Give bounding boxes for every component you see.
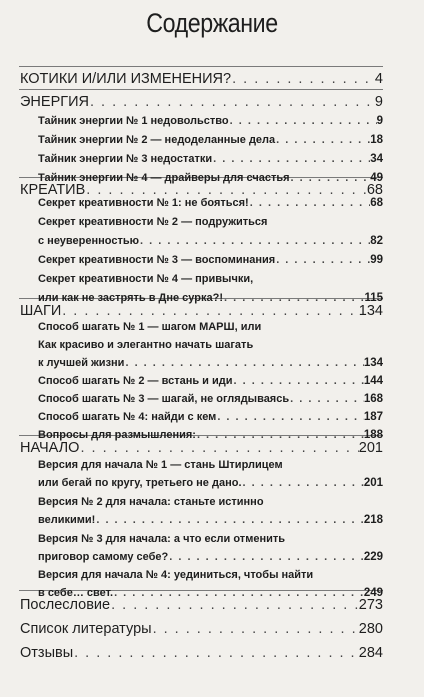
divider [19, 89, 383, 90]
toc-entry [38, 514, 383, 526]
toc-entry-title: Версия № 3 для начала: а что если отменить [38, 533, 286, 545]
toc-entry-page: 168 [363, 393, 383, 405]
toc-entry-title: Секрет креативности № 4 — привычки, [38, 273, 254, 285]
toc-entry [20, 440, 383, 456]
toc-entry-page: 68 [366, 182, 383, 198]
page-title: Содержание [146, 8, 278, 38]
toc-entry-title: приговор самому себе? [38, 551, 169, 563]
toc-entry-page: 187 [363, 411, 383, 423]
toc-entry [38, 533, 383, 545]
leader-dots [61, 303, 359, 319]
toc-entry-title: великими! [38, 514, 96, 526]
toc-entry [38, 216, 383, 228]
toc-entry-page: 273 [358, 597, 383, 613]
toc-entry-title: Версия для начала № 4: уединиться, чтобы найти [38, 569, 314, 581]
toc-entry-title: Способ шагать № 1 — шагом МАРШ, или [38, 321, 262, 333]
toc-entry-title: Послесловие [20, 597, 111, 613]
leader-dots [212, 153, 370, 165]
toc-entry-title: Секрет креативности № 2 — подружиться [38, 216, 268, 228]
toc-entry-title: ЭНЕРГИЯ [20, 94, 89, 110]
toc-entry [38, 393, 383, 405]
toc-entry-title: Способ шагать № 2 — встань и иди [38, 375, 233, 387]
leader-dots [275, 254, 370, 266]
leader-dots [242, 477, 364, 489]
toc-entry [38, 411, 383, 423]
toc-entry-title: с неуверенностью [38, 235, 140, 247]
toc-entry [20, 303, 383, 319]
toc-entry-title: Версия для начала № 1 — стань Штирлицем [38, 459, 283, 471]
toc-entry [38, 115, 383, 127]
toc-entry [20, 94, 383, 110]
leader-dots [85, 182, 367, 198]
toc-entry [38, 477, 383, 489]
toc-entry [38, 254, 383, 266]
toc-entry-page: 18 [370, 134, 383, 146]
toc-entry-page: 144 [363, 375, 383, 387]
toc-entry-page: 34 [370, 153, 383, 165]
toc-entry-title: или как не застрять в Дне сурка?! [38, 292, 224, 304]
leader-dots [124, 357, 363, 369]
leader-dots [289, 393, 364, 405]
leader-dots [79, 440, 358, 456]
toc-entry [38, 375, 383, 387]
toc-entry [20, 621, 383, 637]
toc-entry [38, 551, 383, 563]
toc-entry [20, 71, 383, 87]
leader-dots [249, 197, 370, 209]
toc-entry-title: Тайник энергии № 1 недовольство [38, 115, 229, 127]
toc-entry-page: 134 [363, 357, 383, 369]
toc-entry [38, 339, 383, 351]
toc-entry-page: 201 [358, 440, 383, 456]
toc-entry-page: 68 [370, 197, 383, 209]
toc-entry [38, 273, 383, 285]
toc-entry-page: 134 [358, 303, 383, 319]
leader-dots [95, 514, 363, 526]
toc-entry [38, 153, 383, 165]
toc-entry-title: или бегай по кругу, третьего не дано. [38, 477, 242, 489]
leader-dots [216, 411, 364, 423]
toc-entry-title: Тайник энергии № 3 недостатки [38, 153, 213, 165]
divider [19, 66, 383, 67]
toc-entry [38, 321, 383, 333]
leader-dots [229, 115, 377, 127]
leader-dots [152, 621, 359, 637]
toc-entry-title: ШАГИ [20, 303, 62, 319]
toc-entry-title: Вопросы для размышления: [38, 429, 196, 441]
toc-entry [38, 235, 383, 247]
toc-entry-page: 49 [370, 172, 383, 184]
toc-entry-title: КРЕАТИВ [20, 182, 86, 198]
toc-entry-title: Секрет креативности № 1: не бояться! [38, 197, 249, 209]
toc-entry-page: 201 [363, 477, 383, 489]
toc-entry-title: Способ шагать № 3 — шагай, не оглядываясь [38, 393, 290, 405]
toc-entry-title: Секрет креативности № 3 — воспоминания [38, 254, 276, 266]
toc-entry-title: КОТИКИ И/ИЛИ ИЗМЕНЕНИЯ? [20, 71, 232, 87]
toc-entry-title: в себе… свет. [38, 587, 114, 599]
leader-dots [110, 597, 359, 613]
toc-entry-title: к лучшей жизни [38, 357, 125, 369]
leader-dots [89, 94, 375, 110]
toc-entry-title: Отзывы [20, 645, 74, 661]
toc-entry-page: 218 [363, 514, 383, 526]
toc-entry-page: 280 [358, 621, 383, 637]
leader-dots [139, 235, 370, 247]
toc-entry-title: Как красиво и элегантно начать шагать [38, 339, 254, 351]
leader-dots [168, 551, 364, 563]
toc-entry [20, 645, 383, 661]
toc-entry-page: 9 [374, 94, 383, 110]
toc-entry [38, 496, 383, 508]
toc-entry-title: Способ шагать № 4: найди с кем [38, 411, 217, 423]
toc-entry [38, 134, 383, 146]
toc-entry-page: 4 [374, 71, 383, 87]
toc-entry-page: 9 [376, 115, 383, 127]
toc-entry-title: Тайник энергии № 4 — драйверы для счастья [38, 172, 290, 184]
toc-entry [38, 459, 383, 471]
toc-entry [38, 357, 383, 369]
toc-entry [20, 182, 383, 198]
toc-entry-page: 229 [363, 551, 383, 563]
toc-entry-title: НАЧАЛО [20, 440, 80, 456]
toc-entry [20, 597, 383, 613]
toc-entry-title: Версия № 2 для начала: станьте истинно [38, 496, 264, 508]
toc-entry [38, 569, 383, 581]
leader-dots [233, 375, 364, 387]
toc-entry-page: 284 [358, 645, 383, 661]
toc-entry-title: Тайник энергии № 2 — недоделанные дела [38, 134, 276, 146]
toc-entry-page: 249 [363, 587, 383, 599]
toc-entry-page: 188 [363, 429, 383, 441]
toc-entry-page: 99 [370, 254, 383, 266]
toc-entry-page: 82 [370, 235, 383, 247]
toc-entry [38, 197, 383, 209]
leader-dots [73, 645, 359, 661]
leader-dots [231, 71, 375, 87]
toc-entry-title: Список литературы [20, 621, 152, 637]
toc-entry-page: 115 [364, 292, 383, 304]
leader-dots [275, 134, 370, 146]
